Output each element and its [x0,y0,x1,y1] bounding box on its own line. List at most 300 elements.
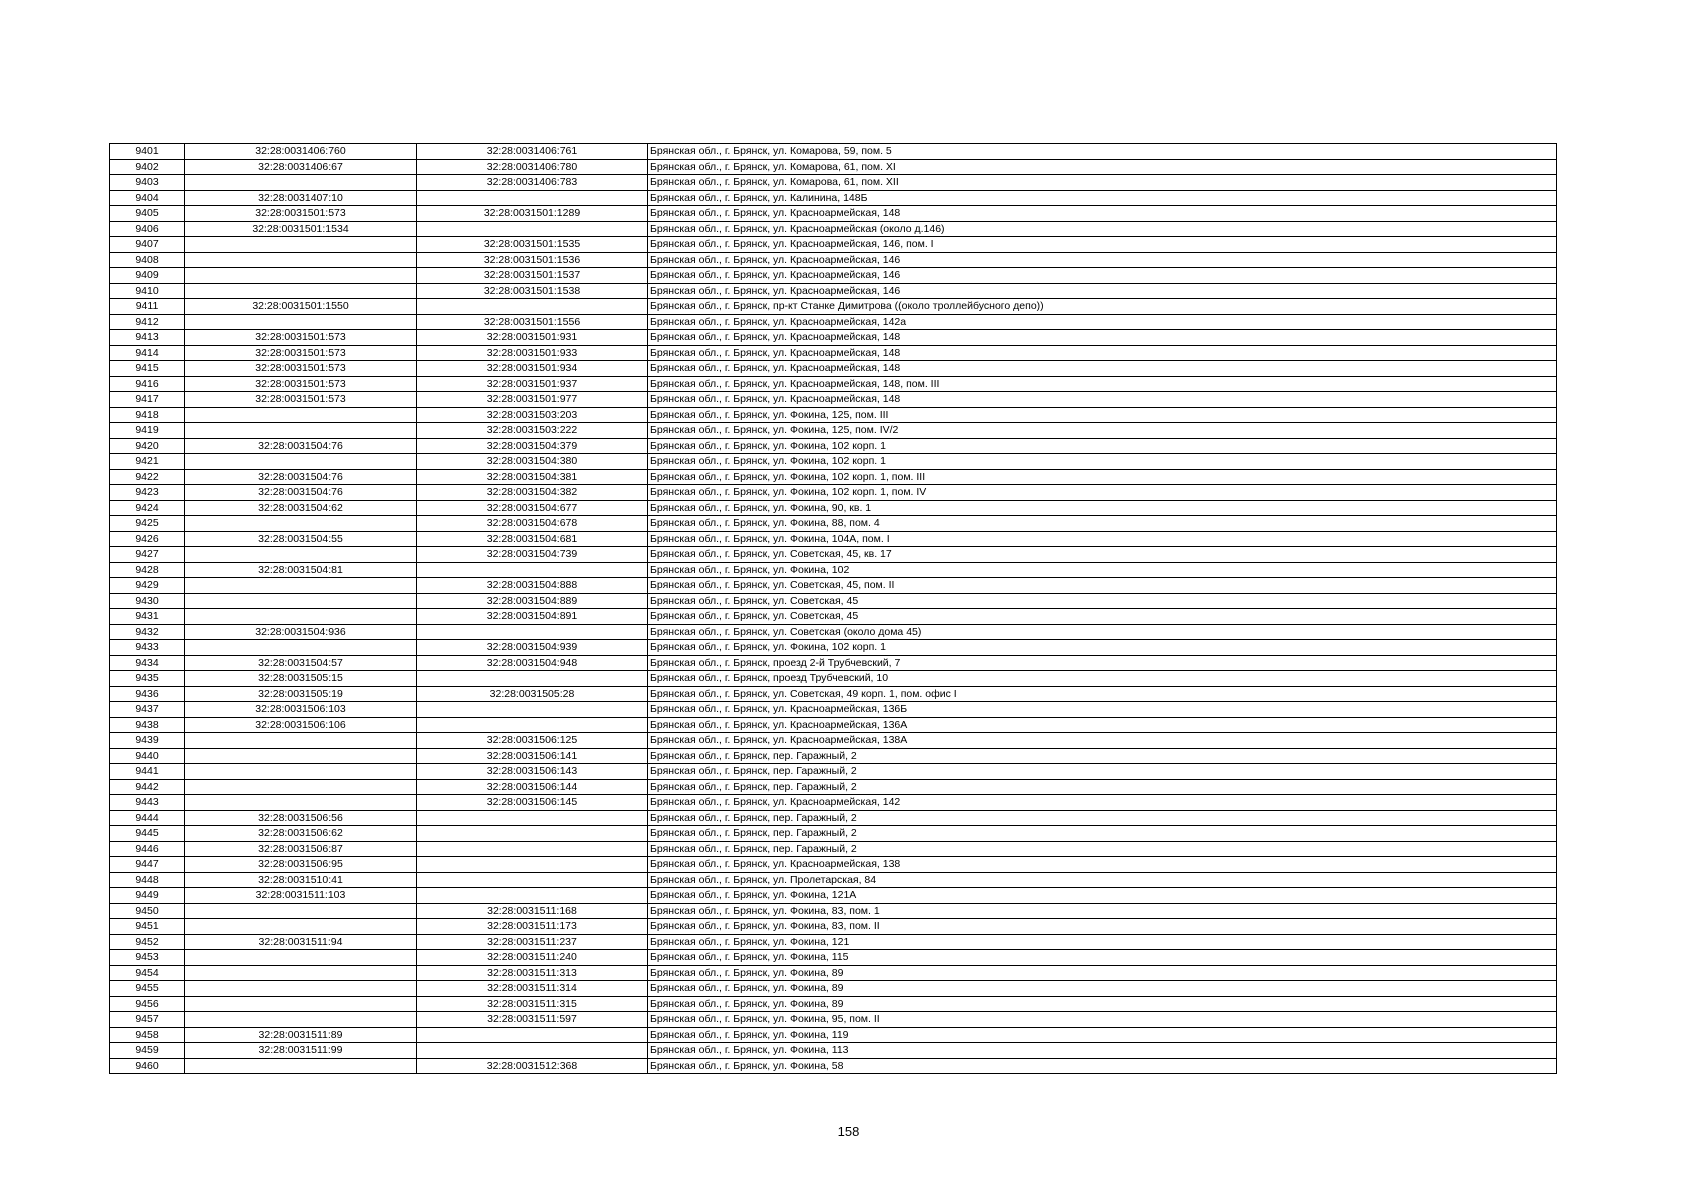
table-row [110,841,1557,857]
address-cell: Брянская обл., г. Брянск, ул. Фокина, 113 [648,1043,1557,1059]
table-row [110,686,1557,702]
address-cell: Брянская обл., г. Брянск, ул. Фокина, 119 [648,1027,1557,1043]
row-number-cell: 9401 [110,144,185,160]
address-cell: Брянская обл., г. Брянск, ул. Фокина, 83, пом. II [648,919,1557,935]
object-cadastral-number-cell [417,562,648,578]
parcel-cadastral-number-cell [185,779,417,795]
table-row [110,640,1557,656]
object-cadastral-number-cell: 32:28:0031512:368 [417,1058,648,1074]
object-cadastral-number-cell: 32:28:0031501:1536 [417,252,648,268]
object-cadastral-number-cell: 32:28:0031501:1535 [417,237,648,253]
parcel-cadastral-number-cell: 32:28:0031501:573 [185,330,417,346]
table-row [110,454,1557,470]
row-number-cell: 9432 [110,624,185,640]
address-cell: Брянская обл., г. Брянск, ул. Красноармейская, 136Б [648,702,1557,718]
parcel-cadastral-number-cell: 32:28:0031505:19 [185,686,417,702]
address-cell: Брянская обл., г. Брянск, ул. Фокина, 102 корп. 1 [648,438,1557,454]
parcel-cadastral-number-cell [185,950,417,966]
address-cell: Брянская обл., г. Брянск, ул. Фокина, 95, пом. II [648,1012,1557,1028]
address-cell: Брянская обл., г. Брянск, ул. Красноармейская, 146 [648,283,1557,299]
row-number-cell: 9445 [110,826,185,842]
row-number-cell: 9410 [110,283,185,299]
parcel-cadastral-number-cell [185,1058,417,1074]
object-cadastral-number-cell: 32:28:0031504:681 [417,531,648,547]
parcel-cadastral-number-cell [185,903,417,919]
row-number-cell: 9442 [110,779,185,795]
address-cell: Брянская обл., г. Брянск, ул. Советская, 45 [648,593,1557,609]
object-cadastral-number-cell: 32:28:0031505:28 [417,686,648,702]
parcel-cadastral-number-cell [185,965,417,981]
table-row [110,438,1557,454]
parcel-cadastral-number-cell [185,407,417,423]
address-cell: Брянская обл., г. Брянск, ул. Красноармейская, 142а [648,314,1557,330]
address-cell: Брянская обл., г. Брянск, ул. Красноармейская, 148 [648,345,1557,361]
row-number-cell: 9407 [110,237,185,253]
parcel-cadastral-number-cell: 32:28:0031506:106 [185,717,417,733]
object-cadastral-number-cell [417,190,648,206]
parcel-cadastral-number-cell: 32:28:0031501:573 [185,392,417,408]
parcel-cadastral-number-cell [185,423,417,439]
object-cadastral-number-cell: 32:28:0031511:313 [417,965,648,981]
address-cell: Брянская обл., г. Брянск, ул. Красноармейская, 136А [648,717,1557,733]
table-row [110,392,1557,408]
row-number-cell: 9434 [110,655,185,671]
address-cell: Брянская обл., г. Брянск, ул. Фокина, 90, кв. 1 [648,500,1557,516]
row-number-cell: 9456 [110,996,185,1012]
parcel-cadastral-number-cell [185,795,417,811]
parcel-cadastral-number-cell: 32:28:0031406:67 [185,159,417,175]
parcel-cadastral-number-cell [185,578,417,594]
table-row [110,299,1557,315]
parcel-cadastral-number-cell: 32:28:0031501:573 [185,345,417,361]
address-cell: Брянская обл., г. Брянск, ул. Красноармейская (около д.146) [648,221,1557,237]
row-number-cell: 9403 [110,175,185,191]
row-number-cell: 9405 [110,206,185,222]
address-cell: Брянская обл., г. Брянск, пер. Гаражный, 2 [648,779,1557,795]
table-row [110,857,1557,873]
address-cell: Брянская обл., г. Брянск, пер. Гаражный, 2 [648,764,1557,780]
address-cell: Брянская обл., г. Брянск, ул. Фокина, 121 [648,934,1557,950]
address-cell: Брянская обл., г. Брянск, ул. Пролетарская, 84 [648,872,1557,888]
table-row [110,345,1557,361]
parcel-cadastral-number-cell: 32:28:0031504:76 [185,438,417,454]
table-row [110,795,1557,811]
table-row [110,593,1557,609]
parcel-cadastral-number-cell: 32:28:0031506:56 [185,810,417,826]
row-number-cell: 9416 [110,376,185,392]
object-cadastral-number-cell [417,624,648,640]
row-number-cell: 9428 [110,562,185,578]
address-cell: Брянская обл., г. Брянск, ул. Красноармейская, 138 [648,857,1557,873]
parcel-cadastral-number-cell [185,981,417,997]
address-cell: Брянская обл., г. Брянск, ул. Советская, 45, кв. 17 [648,547,1557,563]
address-cell: Брянская обл., г. Брянск, пер. Гаражный, 2 [648,841,1557,857]
row-number-cell: 9437 [110,702,185,718]
object-cadastral-number-cell [417,810,648,826]
table-row [110,423,1557,439]
object-cadastral-number-cell: 32:28:0031511:314 [417,981,648,997]
table-row [110,175,1557,191]
object-cadastral-number-cell: 32:28:0031503:203 [417,407,648,423]
object-cadastral-number-cell [417,872,648,888]
parcel-cadastral-number-cell [185,996,417,1012]
table-row [110,872,1557,888]
address-cell: Брянская обл., г. Брянск, ул. Комарова, 61, пом. XI [648,159,1557,175]
object-cadastral-number-cell: 32:28:0031511:597 [417,1012,648,1028]
table-row [110,221,1557,237]
parcel-cadastral-number-cell [185,593,417,609]
table-row [110,671,1557,687]
object-cadastral-number-cell: 32:28:0031501:1556 [417,314,648,330]
parcel-cadastral-number-cell: 32:28:0031501:573 [185,361,417,377]
row-number-cell: 9448 [110,872,185,888]
object-cadastral-number-cell: 32:28:0031504:739 [417,547,648,563]
table-row [110,361,1557,377]
object-cadastral-number-cell: 32:28:0031501:1537 [417,268,648,284]
parcel-cadastral-number-cell: 32:28:0031504:76 [185,469,417,485]
row-number-cell: 9426 [110,531,185,547]
row-number-cell: 9458 [110,1027,185,1043]
table-row [110,516,1557,532]
object-cadastral-number-cell: 32:28:0031406:780 [417,159,648,175]
table-row [110,144,1557,160]
object-cadastral-number-cell: 32:28:0031504:891 [417,609,648,625]
object-cadastral-number-cell: 32:28:0031504:888 [417,578,648,594]
row-number-cell: 9435 [110,671,185,687]
parcel-cadastral-number-cell [185,733,417,749]
address-cell: Брянская обл., г. Брянск, ул. Красноармейская, 146 [648,252,1557,268]
table-row [110,469,1557,485]
table-row [110,159,1557,175]
parcel-cadastral-number-cell: 32:28:0031511:94 [185,934,417,950]
table-row [110,934,1557,950]
row-number-cell: 9441 [110,764,185,780]
row-number-cell: 9424 [110,500,185,516]
address-cell: Брянская обл., г. Брянск, ул. Фокина, 102 корп. 1 [648,640,1557,656]
page-number: 158 [837,1124,860,1139]
table-row [110,950,1557,966]
address-cell: Брянская обл., г. Брянск, ул. Фокина, 83, пом. 1 [648,903,1557,919]
object-cadastral-number-cell [417,1043,648,1059]
address-cell: Брянская обл., г. Брянск, ул. Калинина, 148Б [648,190,1557,206]
table-row [110,376,1557,392]
row-number-cell: 9436 [110,686,185,702]
parcel-cadastral-number-cell [185,640,417,656]
object-cadastral-number-cell: 32:28:0031406:761 [417,144,648,160]
row-number-cell: 9444 [110,810,185,826]
address-cell: Брянская обл., г. Брянск, проезд 2-й Трубчевский, 7 [648,655,1557,671]
table-row [110,965,1557,981]
object-cadastral-number-cell: 32:28:0031504:381 [417,469,648,485]
row-number-cell: 9420 [110,438,185,454]
row-number-cell: 9427 [110,547,185,563]
parcel-cadastral-number-cell: 32:28:0031511:99 [185,1043,417,1059]
address-cell: Брянская обл., г. Брянск, ул. Комарова, 59, пом. 5 [648,144,1557,160]
parcel-cadastral-number-cell: 32:28:0031511:89 [185,1027,417,1043]
table-row [110,268,1557,284]
parcel-cadastral-number-cell: 32:28:0031406:760 [185,144,417,160]
object-cadastral-number-cell [417,888,648,904]
parcel-cadastral-number-cell [185,609,417,625]
address-cell: Брянская обл., г. Брянск, ул. Советская, 45 [648,609,1557,625]
parcel-cadastral-number-cell: 32:28:0031504:55 [185,531,417,547]
address-cell: Брянская обл., г. Брянск, пер. Гаражный, 2 [648,810,1557,826]
address-cell: Брянская обл., г. Брянск, ул. Красноармейская, 148, пом. III [648,376,1557,392]
row-number-cell: 9459 [110,1043,185,1059]
object-cadastral-number-cell [417,702,648,718]
parcel-cadastral-number-cell [185,454,417,470]
row-number-cell: 9413 [110,330,185,346]
object-cadastral-number-cell: 32:28:0031511:168 [417,903,648,919]
row-number-cell: 9443 [110,795,185,811]
parcel-cadastral-number-cell: 32:28:0031504:76 [185,485,417,501]
row-number-cell: 9418 [110,407,185,423]
address-cell: Брянская обл., г. Брянск, пер. Гаражный, 2 [648,826,1557,842]
row-number-cell: 9452 [110,934,185,950]
table-row [110,903,1557,919]
parcel-cadastral-number-cell: 32:28:0031505:15 [185,671,417,687]
row-number-cell: 9423 [110,485,185,501]
parcel-cadastral-number-cell: 32:28:0031501:573 [185,376,417,392]
table-row [110,1012,1557,1028]
register-table-body [110,144,1557,1074]
table-row [110,252,1557,268]
object-cadastral-number-cell: 32:28:0031406:783 [417,175,648,191]
row-number-cell: 9447 [110,857,185,873]
object-cadastral-number-cell: 32:28:0031511:237 [417,934,648,950]
table-row [110,237,1557,253]
row-number-cell: 9433 [110,640,185,656]
address-cell: Брянская обл., г. Брянск, ул. Комарова, 61, пом. XII [648,175,1557,191]
address-cell: Брянская обл., г. Брянск, ул. Советская (около дома 45) [648,624,1557,640]
address-cell: Брянская обл., г. Брянск, ул. Фокина, 125, пом. III [648,407,1557,423]
table-row [110,981,1557,997]
object-cadastral-number-cell: 32:28:0031506:125 [417,733,648,749]
object-cadastral-number-cell: 32:28:0031501:1538 [417,283,648,299]
object-cadastral-number-cell [417,857,648,873]
object-cadastral-number-cell: 32:28:0031504:382 [417,485,648,501]
address-cell: Брянская обл., г. Брянск, ул. Фокина, 121А [648,888,1557,904]
address-cell: Брянская обл., г. Брянск, ул. Фокина, 89 [648,965,1557,981]
parcel-cadastral-number-cell: 32:28:0031504:81 [185,562,417,578]
row-number-cell: 9449 [110,888,185,904]
row-number-cell: 9404 [110,190,185,206]
object-cadastral-number-cell [417,717,648,733]
parcel-cadastral-number-cell [185,252,417,268]
row-number-cell: 9439 [110,733,185,749]
table-row [110,314,1557,330]
row-number-cell: 9421 [110,454,185,470]
parcel-cadastral-number-cell: 32:28:0031504:57 [185,655,417,671]
object-cadastral-number-cell: 32:28:0031501:937 [417,376,648,392]
object-cadastral-number-cell: 32:28:0031506:141 [417,748,648,764]
table-row [110,1027,1557,1043]
parcel-cadastral-number-cell: 32:28:0031510:41 [185,872,417,888]
parcel-cadastral-number-cell: 32:28:0031501:1550 [185,299,417,315]
object-cadastral-number-cell: 32:28:0031506:144 [417,779,648,795]
table-row [110,407,1557,423]
row-number-cell: 9408 [110,252,185,268]
object-cadastral-number-cell [417,826,648,842]
parcel-cadastral-number-cell: 32:28:0031506:95 [185,857,417,873]
row-number-cell: 9431 [110,609,185,625]
table-row [110,764,1557,780]
address-cell: Брянская обл., г. Брянск, ул. Красноармейская, 148 [648,361,1557,377]
parcel-cadastral-number-cell: 32:28:0031511:103 [185,888,417,904]
table-row [110,717,1557,733]
row-number-cell: 9450 [110,903,185,919]
table-row [110,1058,1557,1074]
table-row [110,206,1557,222]
address-cell: Брянская обл., г. Брянск, ул. Фокина, 102 [648,562,1557,578]
parcel-cadastral-number-cell [185,748,417,764]
object-cadastral-number-cell: 32:28:0031504:677 [417,500,648,516]
address-cell: Брянская обл., г. Брянск, ул. Советская, 45, пом. II [648,578,1557,594]
parcel-cadastral-number-cell [185,175,417,191]
table-row [110,655,1557,671]
parcel-cadastral-number-cell [185,283,417,299]
table-row [110,888,1557,904]
parcel-cadastral-number-cell [185,1012,417,1028]
parcel-cadastral-number-cell: 32:28:0031506:87 [185,841,417,857]
object-cadastral-number-cell: 32:28:0031501:1289 [417,206,648,222]
table-row [110,547,1557,563]
row-number-cell: 9412 [110,314,185,330]
row-number-cell: 9460 [110,1058,185,1074]
table-row [110,624,1557,640]
address-cell: Брянская обл., г. Брянск, ул. Фокина, 125, пом. IV/2 [648,423,1557,439]
address-cell: Брянская обл., г. Брянск, ул. Красноармейская, 138А [648,733,1557,749]
table-row [110,562,1557,578]
table-row [110,578,1557,594]
table-row [110,748,1557,764]
object-cadastral-number-cell: 32:28:0031504:379 [417,438,648,454]
row-number-cell: 9454 [110,965,185,981]
object-cadastral-number-cell [417,299,648,315]
row-number-cell: 9415 [110,361,185,377]
table-row [110,996,1557,1012]
object-cadastral-number-cell: 32:28:0031504:380 [417,454,648,470]
address-cell: Брянская обл., г. Брянск, ул. Красноармейская, 148 [648,330,1557,346]
row-number-cell: 9430 [110,593,185,609]
table-row [110,283,1557,299]
parcel-cadastral-number-cell [185,314,417,330]
object-cadastral-number-cell [417,221,648,237]
object-cadastral-number-cell: 32:28:0031504:889 [417,593,648,609]
address-cell: Брянская обл., г. Брянск, ул. Фокина, 115 [648,950,1557,966]
table-row [110,826,1557,842]
row-number-cell: 9417 [110,392,185,408]
object-cadastral-number-cell: 32:28:0031511:240 [417,950,648,966]
parcel-cadastral-number-cell: 32:28:0031504:62 [185,500,417,516]
address-cell: Брянская обл., г. Брянск, ул. Фокина, 102 корп. 1 [648,454,1557,470]
row-number-cell: 9455 [110,981,185,997]
address-cell: Брянская обл., г. Брянск, ул. Красноармейская, 148 [648,392,1557,408]
row-number-cell: 9411 [110,299,185,315]
row-number-cell: 9402 [110,159,185,175]
parcel-cadastral-number-cell: 32:28:0031504:936 [185,624,417,640]
address-cell: Брянская обл., г. Брянск, пер. Гаражный, 2 [648,748,1557,764]
parcel-cadastral-number-cell: 32:28:0031506:103 [185,702,417,718]
object-cadastral-number-cell [417,1027,648,1043]
parcel-cadastral-number-cell: 32:28:0031501:573 [185,206,417,222]
parcel-cadastral-number-cell [185,268,417,284]
address-cell: Брянская обл., г. Брянск, пр-кт Станке Димитрова ((около троллейбусного депо)) [648,299,1557,315]
object-cadastral-number-cell: 32:28:0031503:222 [417,423,648,439]
address-cell: Брянская обл., г. Брянск, ул. Фокина, 88, пом. 4 [648,516,1557,532]
parcel-cadastral-number-cell [185,919,417,935]
address-cell: Брянская обл., г. Брянск, ул. Красноармейская, 142 [648,795,1557,811]
object-cadastral-number-cell: 32:28:0031506:143 [417,764,648,780]
object-cadastral-number-cell: 32:28:0031504:939 [417,640,648,656]
table-row [110,733,1557,749]
object-cadastral-number-cell: 32:28:0031511:315 [417,996,648,1012]
table-row [110,810,1557,826]
address-cell: Брянская обл., г. Брянск, ул. Фокина, 58 [648,1058,1557,1074]
table-row [110,190,1557,206]
row-number-cell: 9409 [110,268,185,284]
parcel-cadastral-number-cell [185,764,417,780]
row-number-cell: 9453 [110,950,185,966]
address-cell: Брянская обл., г. Брянск, проезд Трубчевский, 10 [648,671,1557,687]
row-number-cell: 9446 [110,841,185,857]
object-cadastral-number-cell [417,671,648,687]
address-cell: Брянская обл., г. Брянск, ул. Фокина, 104А, пом. I [648,531,1557,547]
parcel-cadastral-number-cell: 32:28:0031501:1534 [185,221,417,237]
table-row [110,779,1557,795]
table-row [110,500,1557,516]
object-cadastral-number-cell: 32:28:0031504:948 [417,655,648,671]
table-row [110,531,1557,547]
row-number-cell: 9414 [110,345,185,361]
address-cell: Брянская обл., г. Брянск, ул. Красноармейская, 146, пом. I [648,237,1557,253]
object-cadastral-number-cell: 32:28:0031511:173 [417,919,648,935]
object-cadastral-number-cell: 32:28:0031504:678 [417,516,648,532]
address-cell: Брянская обл., г. Брянск, ул. Фокина, 89 [648,981,1557,997]
address-cell: Брянская обл., г. Брянск, ул. Красноармейская, 148 [648,206,1557,222]
table-row [110,609,1557,625]
row-number-cell: 9406 [110,221,185,237]
parcel-cadastral-number-cell [185,237,417,253]
parcel-cadastral-number-cell [185,547,417,563]
table-row [110,702,1557,718]
address-cell: Брянская обл., г. Брянск, ул. Фокина, 102 корп. 1, пом. IV [648,485,1557,501]
parcel-cadastral-number-cell: 32:28:0031506:62 [185,826,417,842]
object-cadastral-number-cell [417,841,648,857]
table-row [110,1043,1557,1059]
object-cadastral-number-cell: 32:28:0031501:933 [417,345,648,361]
row-number-cell: 9422 [110,469,185,485]
address-cell: Брянская обл., г. Брянск, ул. Фокина, 89 [648,996,1557,1012]
table-row [110,330,1557,346]
row-number-cell: 9440 [110,748,185,764]
row-number-cell: 9429 [110,578,185,594]
object-cadastral-number-cell: 32:28:0031501:934 [417,361,648,377]
table-row [110,485,1557,501]
row-number-cell: 9425 [110,516,185,532]
row-number-cell: 9457 [110,1012,185,1028]
address-cell: Брянская обл., г. Брянск, ул. Красноармейская, 146 [648,268,1557,284]
row-number-cell: 9438 [110,717,185,733]
object-cadastral-number-cell: 32:28:0031501:977 [417,392,648,408]
address-cell: Брянская обл., г. Брянск, ул. Советская, 49 корп. 1, пом. офис I [648,686,1557,702]
row-number-cell: 9419 [110,423,185,439]
register-table [109,143,1557,1074]
parcel-cadastral-number-cell: 32:28:0031407:10 [185,190,417,206]
parcel-cadastral-number-cell [185,516,417,532]
table-row [110,919,1557,935]
object-cadastral-number-cell: 32:28:0031501:931 [417,330,648,346]
